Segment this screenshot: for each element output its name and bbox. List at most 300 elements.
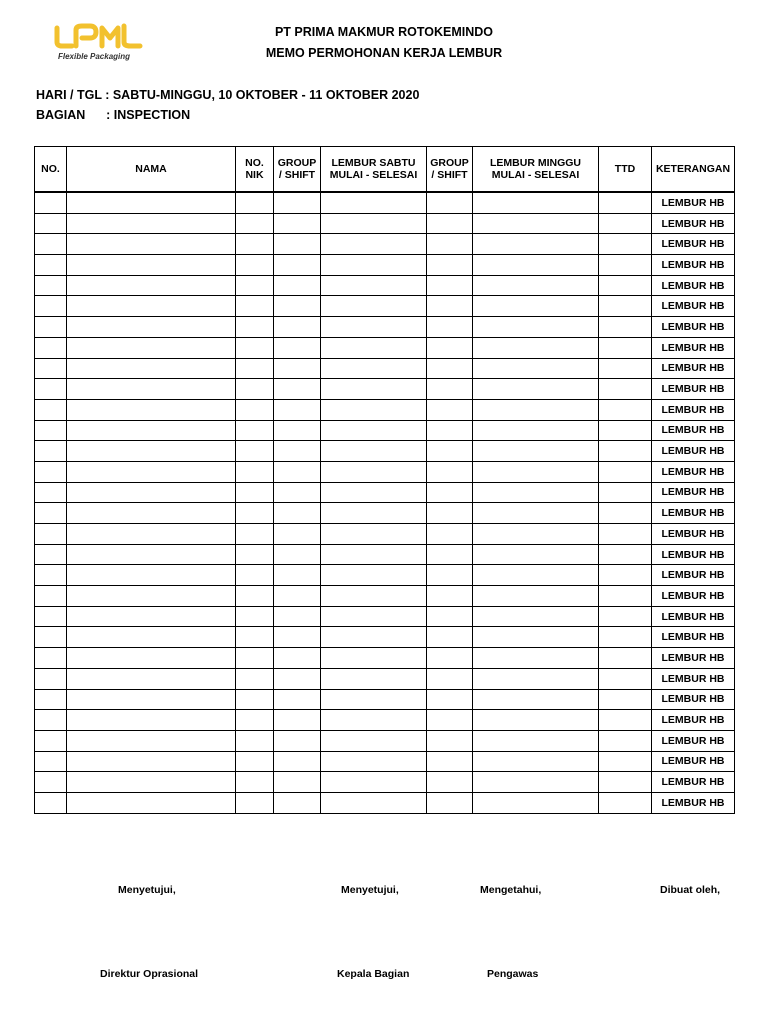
table-row [35, 689, 735, 710]
table-cell[interactable] [599, 255, 652, 276]
keterangan-cell: LEMBUR HB [652, 606, 735, 627]
date-line: HARI / TGL : SABTU-MINGGU, 10 OKTOBER - 11 OKTOBER 2020 [36, 88, 420, 102]
table-cell[interactable] [473, 772, 599, 793]
table-cell[interactable] [599, 730, 652, 751]
table-cell[interactable] [67, 296, 236, 317]
table-cell[interactable] [236, 296, 274, 317]
table-cell[interactable] [35, 627, 67, 648]
table-cell[interactable] [473, 234, 599, 255]
table-cell[interactable] [236, 668, 274, 689]
table-row [35, 648, 735, 669]
table-row [35, 461, 735, 482]
table-row [35, 296, 735, 317]
table-row [35, 772, 735, 793]
column-header: LEMBUR SABTU MULAI - SELESAI [321, 147, 427, 193]
table-cell[interactable] [427, 524, 473, 545]
table-cell[interactable] [427, 792, 473, 813]
column-header: NAMA [67, 147, 236, 193]
table-cell[interactable] [236, 565, 274, 586]
table-cell[interactable] [599, 358, 652, 379]
table-cell[interactable] [35, 772, 67, 793]
table-cell[interactable] [35, 792, 67, 813]
table-row [35, 524, 735, 545]
table-cell[interactable] [321, 213, 427, 234]
table-cell[interactable] [274, 730, 321, 751]
table-cell[interactable] [236, 255, 274, 276]
table-cell[interactable] [321, 317, 427, 338]
keterangan-cell: LEMBUR HB [652, 461, 735, 482]
table-cell[interactable] [599, 317, 652, 338]
table-cell[interactable] [67, 234, 236, 255]
keterangan-cell: LEMBUR HB [652, 482, 735, 503]
keterangan-cell: LEMBUR HB [652, 544, 735, 565]
table-cell[interactable] [67, 648, 236, 669]
table-cell[interactable] [321, 296, 427, 317]
table-cell[interactable] [274, 710, 321, 731]
table-header-row [35, 147, 735, 193]
table-cell[interactable] [473, 296, 599, 317]
table-cell[interactable] [321, 565, 427, 586]
table-cell[interactable] [236, 627, 274, 648]
table-cell[interactable] [67, 379, 236, 400]
table-cell[interactable] [35, 192, 67, 213]
table-cell[interactable] [599, 627, 652, 648]
table-cell[interactable] [321, 544, 427, 565]
table-cell[interactable] [599, 296, 652, 317]
table-cell[interactable] [321, 482, 427, 503]
table-cell[interactable] [67, 420, 236, 441]
table-cell[interactable] [35, 668, 67, 689]
table-cell[interactable] [427, 648, 473, 669]
table-cell[interactable] [321, 792, 427, 813]
table-cell[interactable] [67, 503, 236, 524]
table-cell[interactable] [427, 710, 473, 731]
table-cell[interactable] [35, 461, 67, 482]
table-cell[interactable] [67, 792, 236, 813]
table-cell[interactable] [473, 627, 599, 648]
table-cell[interactable] [427, 420, 473, 441]
table-cell[interactable] [321, 255, 427, 276]
table-cell[interactable] [321, 234, 427, 255]
table-cell[interactable] [35, 213, 67, 234]
table-cell[interactable] [427, 544, 473, 565]
keterangan-cell: LEMBUR HB [652, 503, 735, 524]
table-cell[interactable] [236, 213, 274, 234]
table-cell[interactable] [473, 317, 599, 338]
table-cell[interactable] [236, 730, 274, 751]
table-cell[interactable] [274, 213, 321, 234]
table-row [35, 668, 735, 689]
keterangan-cell: LEMBUR HB [652, 524, 735, 545]
table-cell[interactable] [321, 420, 427, 441]
table-cell[interactable] [321, 358, 427, 379]
table-cell[interactable] [599, 689, 652, 710]
table-row [35, 275, 735, 296]
table-cell[interactable] [274, 668, 321, 689]
table-cell[interactable] [274, 255, 321, 276]
table-cell[interactable] [599, 648, 652, 669]
table-cell[interactable] [35, 255, 67, 276]
table-cell[interactable] [427, 399, 473, 420]
column-header: NO. [35, 147, 67, 193]
keterangan-cell: LEMBUR HB [652, 441, 735, 462]
column-header: GROUP / SHIFT [427, 147, 473, 193]
table-cell[interactable] [473, 524, 599, 545]
table-cell[interactable] [35, 399, 67, 420]
table-cell[interactable] [427, 317, 473, 338]
signature-made-by: Dibuat oleh, [660, 884, 721, 896]
table-cell[interactable] [321, 503, 427, 524]
table-cell[interactable] [67, 337, 236, 358]
table-cell[interactable] [473, 461, 599, 482]
table-cell[interactable] [236, 358, 274, 379]
table-cell[interactable] [67, 399, 236, 420]
table-cell[interactable] [67, 255, 236, 276]
table-cell[interactable] [35, 606, 67, 627]
table-cell[interactable] [35, 586, 67, 607]
table-cell[interactable] [274, 441, 321, 462]
table-cell[interactable] [67, 772, 236, 793]
table-cell[interactable] [35, 379, 67, 400]
table-cell[interactable] [67, 544, 236, 565]
table-cell[interactable] [473, 648, 599, 669]
table-cell[interactable] [274, 772, 321, 793]
table-cell[interactable] [274, 751, 321, 772]
table-cell[interactable] [599, 234, 652, 255]
table-cell[interactable] [473, 586, 599, 607]
table-cell[interactable] [427, 192, 473, 213]
table-cell[interactable] [321, 192, 427, 213]
table-cell[interactable] [236, 234, 274, 255]
table-cell[interactable] [599, 792, 652, 813]
table-cell[interactable] [427, 668, 473, 689]
table-cell[interactable] [236, 275, 274, 296]
table-cell[interactable] [599, 710, 652, 731]
table-cell[interactable] [35, 296, 67, 317]
table-cell[interactable] [427, 565, 473, 586]
keterangan-cell: LEMBUR HB [652, 213, 735, 234]
column-header: TTD [599, 147, 652, 193]
keterangan-cell: LEMBUR HB [652, 399, 735, 420]
table-cell[interactable] [274, 482, 321, 503]
table-cell[interactable] [427, 337, 473, 358]
table-cell[interactable] [473, 544, 599, 565]
table-cell[interactable] [599, 544, 652, 565]
table-cell[interactable] [274, 420, 321, 441]
memo-title: MEMO PERMOHONAN KERJA LEMBUR [265, 46, 503, 60]
table-row [35, 399, 735, 420]
table-cell[interactable] [35, 275, 67, 296]
table-cell[interactable] [274, 503, 321, 524]
table-cell[interactable] [599, 441, 652, 462]
table-cell[interactable] [274, 337, 321, 358]
table-row [35, 420, 735, 441]
table-cell[interactable] [274, 379, 321, 400]
table-cell[interactable] [67, 586, 236, 607]
table-cell[interactable] [236, 503, 274, 524]
table-cell[interactable] [473, 337, 599, 358]
table-cell[interactable] [236, 524, 274, 545]
table-cell[interactable] [67, 482, 236, 503]
table-cell[interactable] [321, 337, 427, 358]
table-cell[interactable] [427, 751, 473, 772]
keterangan-cell: LEMBUR HB [652, 379, 735, 400]
table-cell[interactable] [67, 689, 236, 710]
table-cell[interactable] [321, 648, 427, 669]
column-header: LEMBUR MINGGU MULAI - SELESAI [473, 147, 599, 193]
table-cell[interactable] [473, 565, 599, 586]
table-cell[interactable] [67, 213, 236, 234]
table-row [35, 234, 735, 255]
table-cell[interactable] [321, 461, 427, 482]
table-row [35, 730, 735, 751]
table-cell[interactable] [35, 482, 67, 503]
signature-role-supervisor: Pengawas [487, 968, 539, 980]
keterangan-cell: LEMBUR HB [652, 420, 735, 441]
table-cell[interactable] [321, 627, 427, 648]
table-cell[interactable] [473, 441, 599, 462]
table-cell[interactable] [236, 648, 274, 669]
table-cell[interactable] [236, 317, 274, 338]
table-cell[interactable] [473, 792, 599, 813]
table-cell[interactable] [67, 668, 236, 689]
table-cell[interactable] [35, 751, 67, 772]
table-cell[interactable] [67, 606, 236, 627]
table-cell[interactable] [236, 606, 274, 627]
table-cell[interactable] [427, 255, 473, 276]
table-cell[interactable] [67, 730, 236, 751]
table-cell[interactable] [321, 586, 427, 607]
table-cell[interactable] [35, 358, 67, 379]
table-cell[interactable] [35, 565, 67, 586]
table-cell[interactable] [427, 772, 473, 793]
table-cell[interactable] [473, 689, 599, 710]
table-cell[interactable] [321, 524, 427, 545]
table-cell[interactable] [67, 461, 236, 482]
keterangan-cell: LEMBUR HB [652, 586, 735, 607]
table-row [35, 627, 735, 648]
table-row [35, 255, 735, 276]
table-cell[interactable] [236, 461, 274, 482]
table-cell[interactable] [427, 482, 473, 503]
table-cell[interactable] [236, 586, 274, 607]
table-cell[interactable] [67, 275, 236, 296]
table-cell[interactable] [473, 482, 599, 503]
table-cell[interactable] [473, 213, 599, 234]
table-cell[interactable] [236, 772, 274, 793]
table-row [35, 337, 735, 358]
table-cell[interactable] [274, 317, 321, 338]
table-cell[interactable] [236, 337, 274, 358]
table-cell[interactable] [427, 627, 473, 648]
table-cell[interactable] [35, 524, 67, 545]
table-cell[interactable] [599, 399, 652, 420]
table-cell[interactable] [427, 275, 473, 296]
table-cell[interactable] [67, 441, 236, 462]
table-cell[interactable] [274, 792, 321, 813]
table-cell[interactable] [427, 213, 473, 234]
table-cell[interactable] [427, 441, 473, 462]
table-cell[interactable] [321, 399, 427, 420]
table-cell[interactable] [599, 482, 652, 503]
table-cell[interactable] [274, 544, 321, 565]
table-cell[interactable] [427, 730, 473, 751]
table-row [35, 606, 735, 627]
table-cell[interactable] [236, 482, 274, 503]
table-cell[interactable] [274, 606, 321, 627]
table-cell[interactable] [427, 586, 473, 607]
table-cell[interactable] [473, 668, 599, 689]
table-cell[interactable] [236, 710, 274, 731]
table-cell[interactable] [274, 358, 321, 379]
table-cell[interactable] [321, 275, 427, 296]
table-cell[interactable] [274, 296, 321, 317]
table-cell[interactable] [473, 399, 599, 420]
signature-approve-1: Menyetujui, [118, 884, 176, 896]
table-cell[interactable] [236, 751, 274, 772]
signature-acknowledge: Mengetahui, [480, 884, 542, 896]
table-cell[interactable] [321, 772, 427, 793]
table-cell[interactable] [473, 606, 599, 627]
table-cell[interactable] [427, 689, 473, 710]
column-header: KETERANGAN [652, 147, 735, 193]
table-cell[interactable] [274, 192, 321, 213]
table-cell[interactable] [473, 255, 599, 276]
table-cell[interactable] [67, 751, 236, 772]
table-row [35, 710, 735, 731]
table-cell[interactable] [599, 586, 652, 607]
table-cell[interactable] [236, 544, 274, 565]
table-cell[interactable] [67, 627, 236, 648]
keterangan-cell: LEMBUR HB [652, 710, 735, 731]
table-cell[interactable] [599, 379, 652, 400]
table-cell[interactable] [473, 710, 599, 731]
table-cell[interactable] [321, 730, 427, 751]
table-cell[interactable] [473, 192, 599, 213]
table-cell[interactable] [473, 751, 599, 772]
table-cell[interactable] [35, 317, 67, 338]
table-cell[interactable] [35, 730, 67, 751]
table-row [35, 565, 735, 586]
table-cell[interactable] [599, 461, 652, 482]
table-cell[interactable] [67, 317, 236, 338]
table-cell[interactable] [321, 606, 427, 627]
table-cell[interactable] [236, 379, 274, 400]
table-cell[interactable] [35, 441, 67, 462]
keterangan-cell: LEMBUR HB [652, 668, 735, 689]
table-cell[interactable] [67, 565, 236, 586]
table-cell[interactable] [274, 275, 321, 296]
table-cell[interactable] [473, 275, 599, 296]
table-cell[interactable] [427, 606, 473, 627]
table-cell[interactable] [67, 524, 236, 545]
table-cell[interactable] [473, 420, 599, 441]
table-cell[interactable] [35, 710, 67, 731]
column-header: GROUP / SHIFT [274, 147, 321, 193]
table-cell[interactable] [236, 689, 274, 710]
table-cell[interactable] [321, 689, 427, 710]
table-cell[interactable] [321, 668, 427, 689]
keterangan-cell: LEMBUR HB [652, 275, 735, 296]
table-cell[interactable] [67, 192, 236, 213]
table-cell[interactable] [274, 627, 321, 648]
table-row [35, 544, 735, 565]
table-cell[interactable] [599, 420, 652, 441]
table-cell[interactable] [321, 710, 427, 731]
table-cell[interactable] [321, 441, 427, 462]
signature-approve-2: Menyetujui, [341, 884, 399, 896]
table-cell[interactable] [274, 565, 321, 586]
table-cell[interactable] [599, 668, 652, 689]
table-cell[interactable] [274, 399, 321, 420]
table-cell[interactable] [599, 524, 652, 545]
table-row [35, 503, 735, 524]
table-cell[interactable] [67, 358, 236, 379]
table-cell[interactable] [599, 213, 652, 234]
table-cell[interactable] [599, 565, 652, 586]
table-cell[interactable] [35, 420, 67, 441]
table-cell[interactable] [236, 792, 274, 813]
keterangan-cell: LEMBUR HB [652, 772, 735, 793]
table-cell[interactable] [427, 461, 473, 482]
table-cell[interactable] [67, 710, 236, 731]
table-cell[interactable] [274, 689, 321, 710]
table-cell[interactable] [236, 420, 274, 441]
table-cell[interactable] [473, 358, 599, 379]
table-cell[interactable] [599, 337, 652, 358]
table-cell[interactable] [274, 524, 321, 545]
table-cell[interactable] [599, 192, 652, 213]
table-cell[interactable] [599, 503, 652, 524]
table-cell[interactable] [427, 296, 473, 317]
keterangan-cell: LEMBUR HB [652, 627, 735, 648]
table-cell[interactable] [321, 379, 427, 400]
table-cell[interactable] [427, 358, 473, 379]
table-cell[interactable] [236, 192, 274, 213]
table-cell[interactable] [35, 689, 67, 710]
keterangan-cell: LEMBUR HB [652, 730, 735, 751]
table-cell[interactable] [427, 379, 473, 400]
table-cell[interactable] [35, 234, 67, 255]
signature-role-director: Direktur Oprasional [100, 968, 199, 980]
table-cell[interactable] [321, 751, 427, 772]
table-row [35, 792, 735, 813]
overtime-table [34, 146, 735, 814]
table-cell[interactable] [599, 275, 652, 296]
table-cell[interactable] [274, 648, 321, 669]
table-cell[interactable] [35, 337, 67, 358]
table-cell[interactable] [35, 648, 67, 669]
keterangan-cell: LEMBUR HB [652, 337, 735, 358]
table-cell[interactable] [35, 503, 67, 524]
table-cell[interactable] [427, 503, 473, 524]
table-cell[interactable] [274, 461, 321, 482]
table-cell[interactable] [274, 234, 321, 255]
table-cell[interactable] [599, 772, 652, 793]
logo-subtitle: Flexible Packaging [58, 52, 131, 61]
table-cell[interactable] [473, 379, 599, 400]
table-cell[interactable] [236, 441, 274, 462]
table-cell[interactable] [473, 503, 599, 524]
table-cell[interactable] [473, 730, 599, 751]
table-cell[interactable] [236, 399, 274, 420]
table-cell[interactable] [599, 751, 652, 772]
table-cell[interactable] [599, 606, 652, 627]
company-name: PT PRIMA MAKMUR ROTOKEMINDO [274, 25, 494, 39]
table-cell[interactable] [274, 586, 321, 607]
table-cell[interactable] [427, 234, 473, 255]
table-cell[interactable] [35, 544, 67, 565]
